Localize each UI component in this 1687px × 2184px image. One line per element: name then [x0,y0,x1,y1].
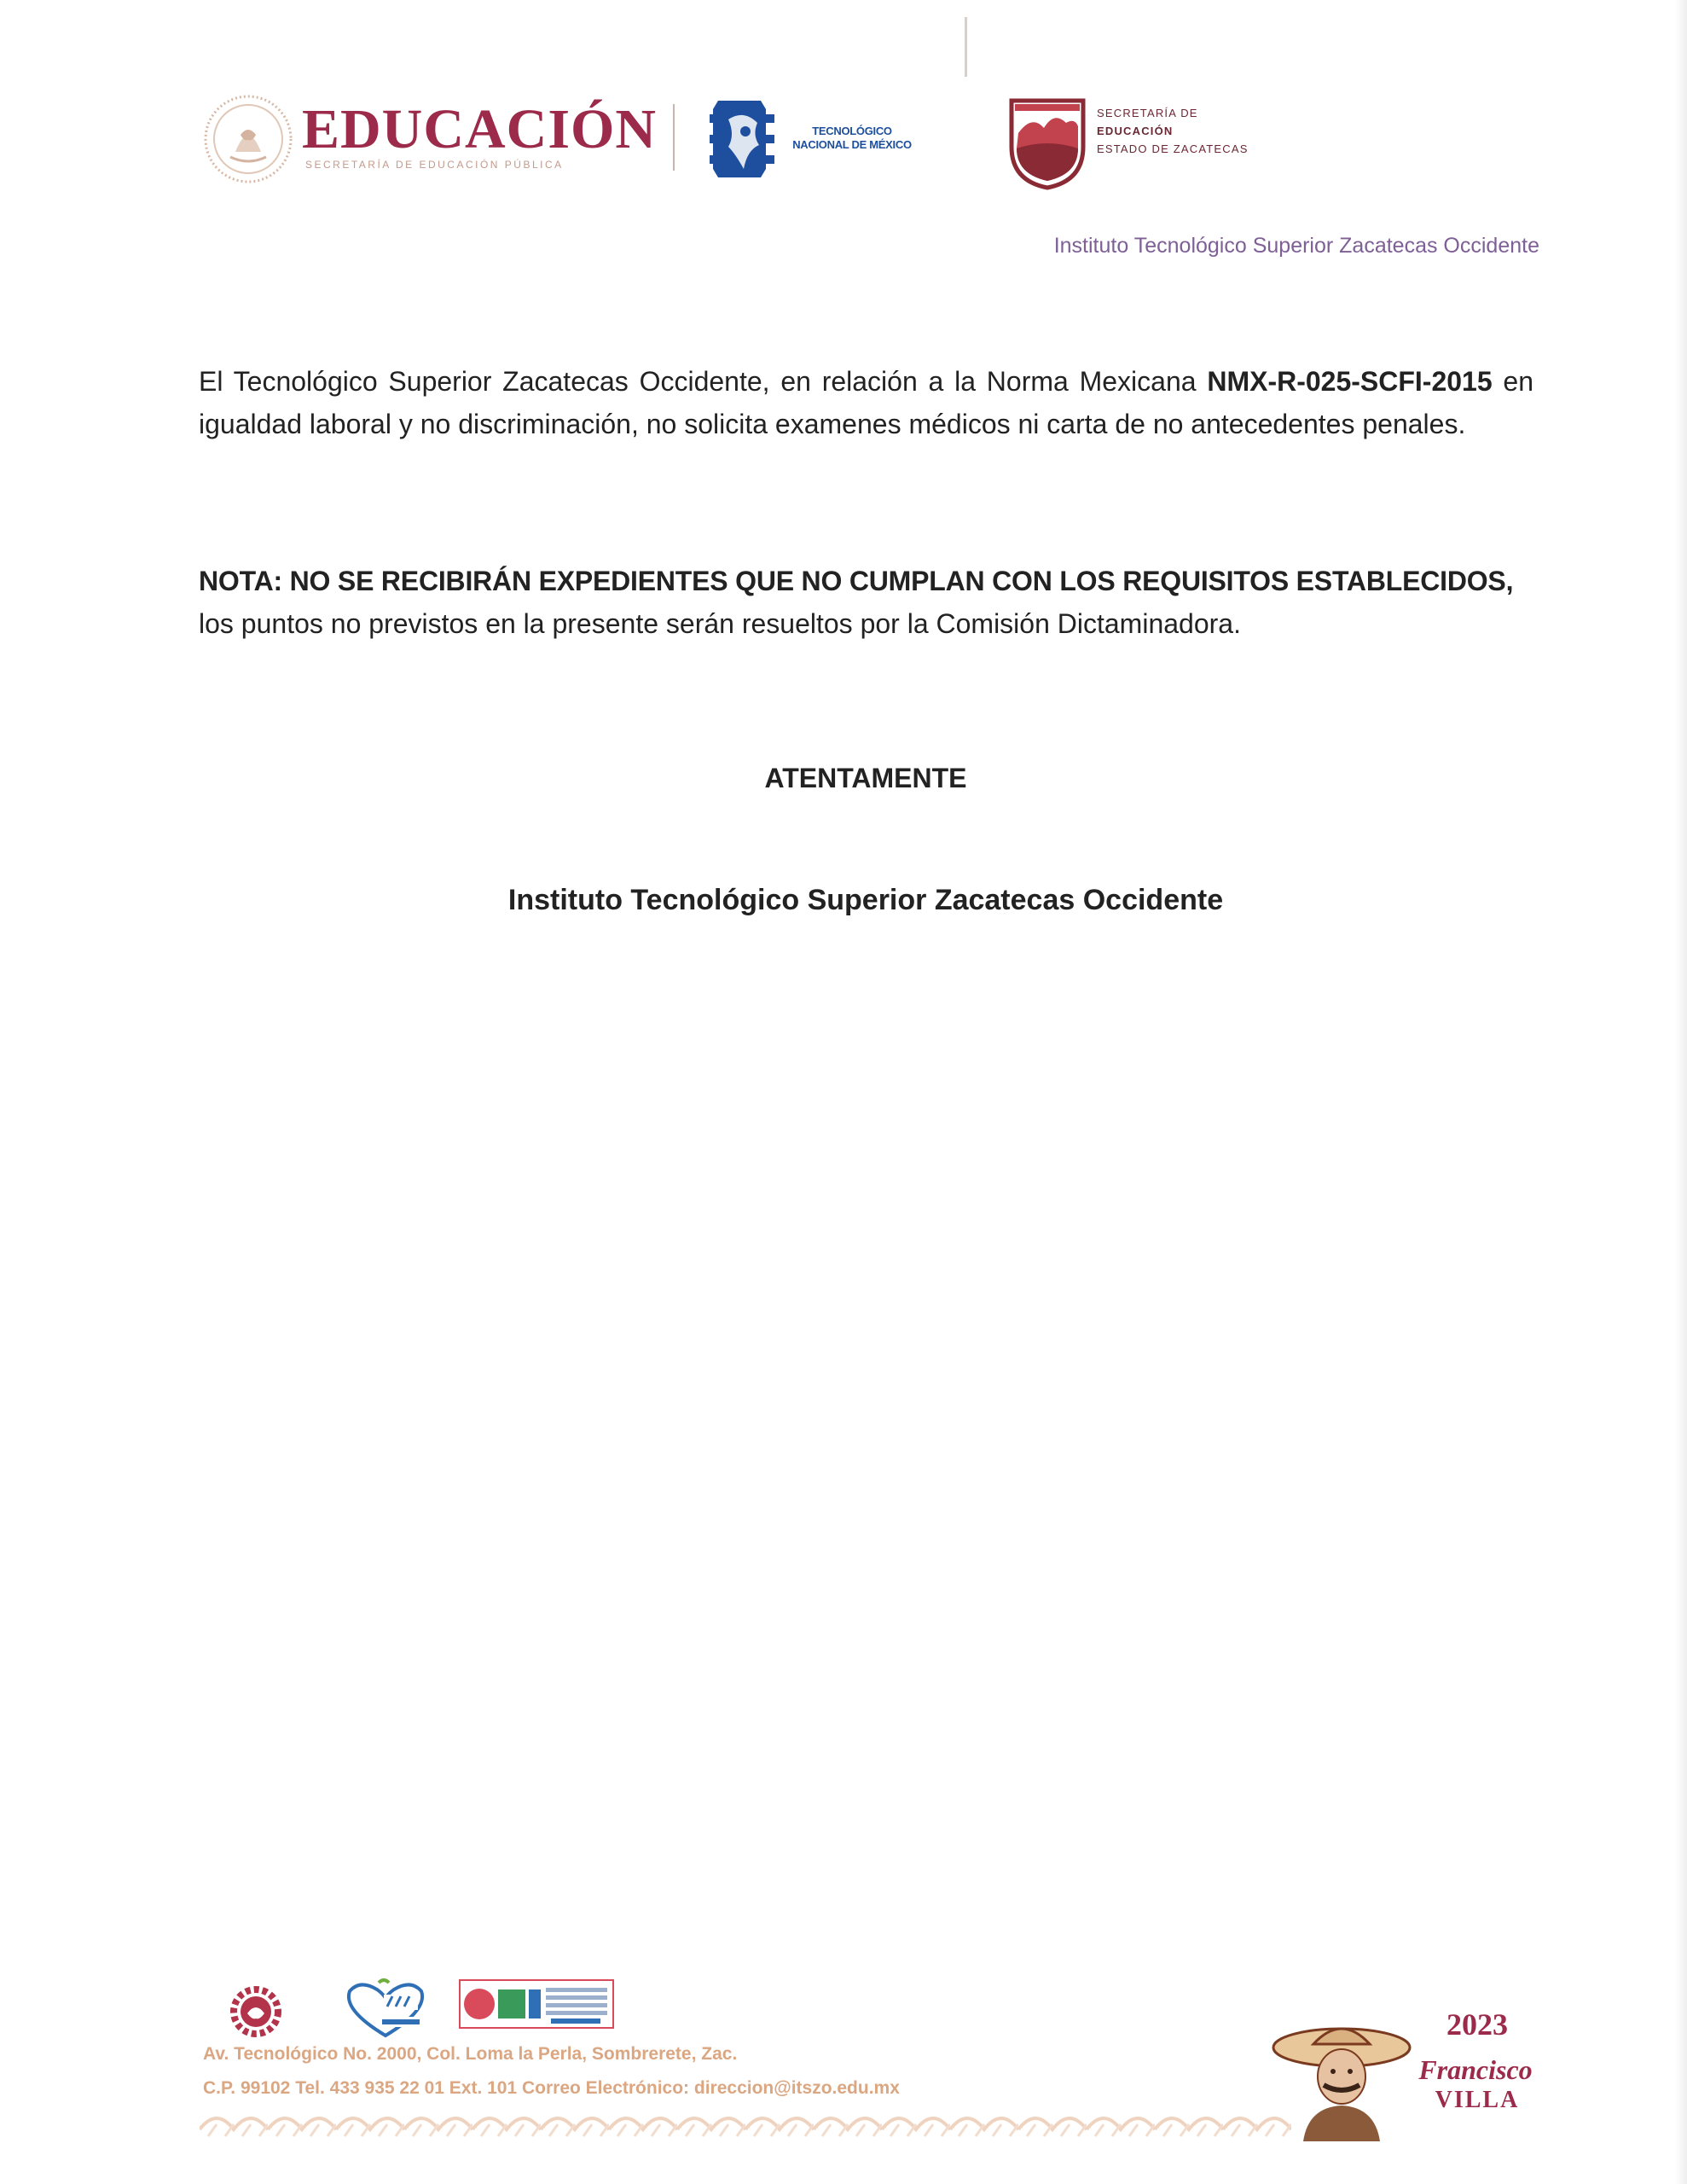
sep-logo-subtitle: SECRETARÍA DE EDUCACIÓN PÚBLICA [305,159,564,171]
zac-line-1: SECRETARÍA DE [1097,107,1198,119]
footer-address-line-1: Av. Tecnológico No. 2000, Col. Loma la Perla, Sombrerete, Zac. [203,2044,738,2064]
year-logo-year: 2023 [1446,2007,1508,2042]
tecnm-line-1: TECNOLÓGICO [812,125,892,137]
tecnm-gear-logo-icon [710,94,774,186]
year-logo-surname: VILLA [1435,2087,1520,2113]
mexico-coat-of-arms-seal-icon [203,94,293,184]
zacatecas-logo-text [1097,104,1249,158]
footer-address-line-2: C.P. 99102 Tel. 433 935 22 01 Ext. 101 Correo Electrónico: direccion@itszo.edu.mx [203,2078,900,2098]
body-paragraph-norma [199,360,1533,445]
signature-institute-name: Instituto Tecnológico Superior Zacatecas Occidente [507,884,1224,916]
letterhead-header [0,0,1687,273]
paragraph-text-1: El Tecnológico Superior Zacatecas Occidente, en relación a la Norma Mexicana [199,366,1208,397]
nota-text: los puntos no previstos en la presente serán resueltos por la Comisión Dictaminadora. [199,608,1241,639]
header-divider [673,104,675,171]
sep-logo-title: EDUCACIÓN [302,98,658,160]
paragraph-text-2: en igualdad laboral y no discriminación, no solicita examenes médicos ni carta de no antecedentes penales. [199,366,1534,439]
footer-decorative-greca-band [200,2104,1291,2138]
zac-line-2: EDUCACIÓN [1097,125,1174,137]
scan-page-edge [1675,0,1687,2184]
gear-certification-icon [222,1979,290,2041]
plastic-free-heart-icon [334,1976,437,2041]
letterhead-footer [0,1962,1687,2184]
zac-line-3: ESTADO DE ZACATECAS [1097,142,1249,155]
nota-heading: NOTA: NO SE RECIBIRÁN EXPEDIENTES QUE NO CUMPLAN CON LOS REQUISITOS ESTABLECIDOS, [199,566,1514,596]
body-paragraph-nota [199,560,1538,645]
iso-certification-badge-icon [459,1979,614,2029]
closing-atentamente: ATENTAMENTE [764,763,967,793]
tecnm-logo-text [780,125,925,152]
year-logo-name: Francisco [1418,2054,1533,2085]
zacatecas-shield-icon [1006,96,1088,191]
francisco-villa-portrait-icon [1269,2013,1414,2141]
tecnm-line-2: NACIONAL DE MÉXICO [792,138,912,151]
header-institute-name: Instituto Tecnológico Superior Zacatecas Occidente [1053,234,1539,258]
norm-code: NMX-R-025-SCFI-2015 [1207,366,1493,397]
